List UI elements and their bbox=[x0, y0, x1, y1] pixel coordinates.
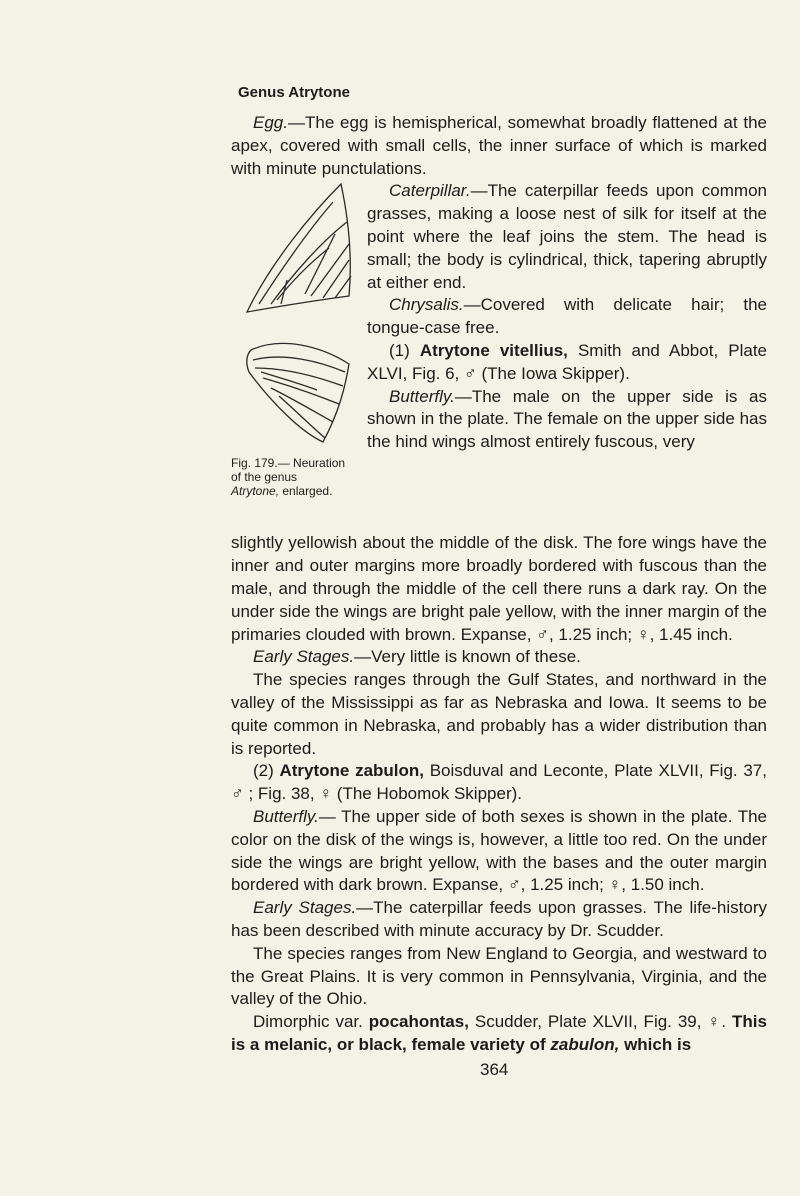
species-2-butterfly-text: — The upper side of both sexes is shown in the plate. The color on the disk of the wings is, however, a little too red. On the under side the wings are bright yellow, with the bases and the outer margin bordered with dark brown. Expanse, ♂, 1.25 inch; ♀, 1.50 inch. bbox=[231, 806, 767, 895]
page-number: 364 bbox=[480, 1060, 509, 1079]
figure-179 bbox=[231, 180, 359, 532]
species-1-butterfly-text-right: —The male on the upper side is as shown in the plate. The female on the upper side has the hind wings almost entirely fuscous, very bbox=[367, 386, 767, 452]
species-2-heading bbox=[231, 760, 767, 806]
species-2-rest: Boisduval and Leconte, Plate XLVII, Fig. 37, ♂ ; Fig. 38, ♀ (The Hobomok Skipper). bbox=[231, 761, 767, 804]
species-2-early-stages bbox=[231, 897, 767, 943]
egg-label: Egg. bbox=[253, 113, 288, 132]
species-1-heading bbox=[367, 340, 767, 386]
species-1-early-stages bbox=[231, 646, 767, 669]
species-2-range: The species ranges from New England to Georgia, and westward to the Great Plains. It is very common in Pennsylvania, Virginia, and the valley of the Ohio. bbox=[231, 943, 767, 1009]
figure-caption-end: enlarged. bbox=[282, 484, 333, 499]
egg-text: —The egg is hemispherical, somewhat broadly flattened at the apex, covered with small cells, the inner surface of which is marked with minute punctulations. bbox=[231, 113, 767, 178]
species-2-butterfly-label: Butterfly. bbox=[253, 806, 319, 826]
paragraph-chrysalis bbox=[367, 294, 767, 340]
paragraph-caterpillar bbox=[367, 180, 767, 294]
species-1-butterfly-top bbox=[367, 386, 767, 454]
figure-caption-text: Neuration of the genus bbox=[231, 456, 346, 485]
dimorphic-zabulon: zabulon, bbox=[550, 1034, 620, 1054]
species-2-butterfly bbox=[231, 806, 767, 897]
species-2-name: Atrytone zabulon, bbox=[279, 761, 425, 781]
wing-neuration-icon bbox=[241, 182, 353, 454]
dimorphic-variety bbox=[231, 1011, 767, 1057]
species-1-rest: Smith and Abbot, Plate XLVI, Fig. 6, ♂ (The Iowa Skipper). bbox=[367, 340, 767, 383]
figure-label: Fig. 179.— bbox=[231, 456, 290, 471]
figure-side-text bbox=[367, 180, 767, 454]
species-1-early-label: Early Stages. bbox=[253, 647, 355, 667]
species-2-early-text: —The caterpillar feeds upon grasses. The life-history has been described with minute accuracy by Dr. Scudder. bbox=[231, 898, 767, 940]
species-1-range: The species ranges through the Gulf States, and northward in the valley of the Mississippi as far as Nebraska and Iowa. It seems to be quite common in Nebraska, and probably has a wider distribution than is reported. bbox=[231, 670, 767, 758]
dimorphic-lead: Dimorphic var. bbox=[253, 1012, 363, 1032]
species-2-early-label: Early Stages. bbox=[253, 898, 357, 918]
species-1-butterfly-label: Butterfly. bbox=[389, 386, 455, 406]
species-2-number: (2) bbox=[253, 761, 274, 781]
species-1-butterfly-continued: slightly yellowish about the middle of the disk. The fore wings have the inner and outer margins more broadly bordered with fuscous than the male, and through the middle of the cell there runs a dark ray. On the under side the wings are bright pale yellow, with the inner margin of the primaries clouded with brown. Expanse, ♂, 1.25 inch; ♀, 1.45 inch. bbox=[231, 533, 767, 644]
species-1-name: Atrytone vitellius, bbox=[419, 340, 568, 360]
text-column bbox=[231, 112, 767, 1057]
running-header: Genus Atrytone bbox=[238, 84, 350, 101]
species-1-early-text: —Very little is known of these. bbox=[354, 647, 581, 667]
dimorphic-rest-1: Scudder, Plate XLVII, Fig. 39, ♀. bbox=[474, 1012, 727, 1032]
caterpillar-label: Caterpillar. bbox=[389, 181, 471, 201]
chrysalis-text: —Covered with delicate hair; the tongue-case free. bbox=[367, 295, 767, 338]
figure-caption bbox=[231, 456, 346, 498]
chrysalis-label: Chrysalis. bbox=[389, 295, 464, 315]
dimorphic-rest-2: This is a melanic, or black, female variety of bbox=[231, 1012, 767, 1054]
species-1-number: (1) bbox=[389, 340, 410, 360]
paragraph-egg bbox=[231, 112, 767, 180]
caterpillar-text: —The caterpillar feeds upon common grasses, making a loose nest of silk for itself at the point where the leaf joins the stem. The head is small; the body is cylindrical, thick, tapering abruptly at either end. bbox=[367, 181, 767, 292]
figure-caption-genus: Atrytone, bbox=[231, 484, 280, 499]
dimorphic-name: pocahontas, bbox=[368, 1012, 469, 1032]
dimorphic-tail: which is bbox=[624, 1034, 692, 1054]
figure-zone bbox=[231, 180, 767, 532]
